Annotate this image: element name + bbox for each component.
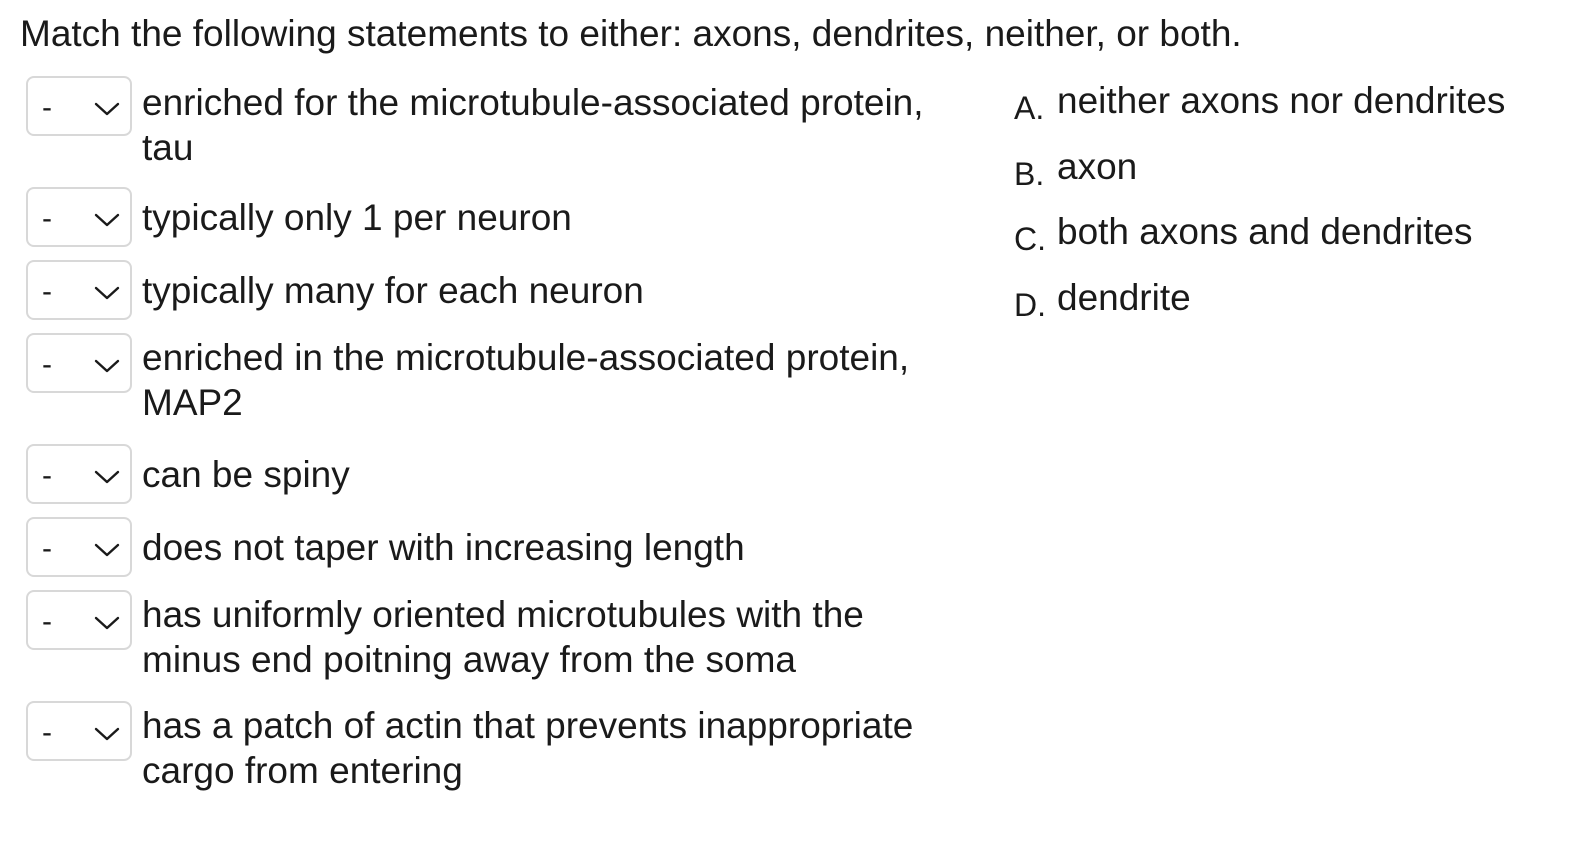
question-prompt: Match the following statements to either: axons, dendrites, neither, or both. [20,13,1242,54]
matching-list [26,0,1006,849]
answer-select[interactable] [26,590,132,650]
answer-letter: A. [1014,90,1045,126]
chevron-down-icon [94,358,120,374]
answer-option-c [1014,211,1473,257]
statement-text: can be spiny [142,454,350,495]
select-value: - [42,275,52,308]
chevron-down-icon [94,615,120,631]
answer-select[interactable] [26,701,132,761]
answer-letter: B. [1014,156,1045,192]
answer-text: dendrite [1057,277,1191,318]
statement-text: enriched in the microtubule-associated protein, MAP2 [142,337,910,423]
answer-letter: D. [1014,287,1046,323]
select-value: - [42,91,52,124]
statement-text: does not taper with increasing length [142,527,745,568]
chevron-down-icon [94,542,120,558]
chevron-down-icon [94,469,120,485]
answer-text: both axons and dendrites [1057,211,1473,252]
answer-option-a [1014,80,1506,126]
answer-option-d [1014,277,1191,323]
chevron-down-icon [94,726,120,742]
answer-text: axon [1057,146,1138,187]
answer-select[interactable] [26,187,132,247]
select-value: - [42,202,52,235]
answer-select[interactable] [26,333,132,393]
select-value: - [42,605,52,638]
statement-text: has uniformly oriented microtubules with the minus end poitning away from the soma [142,594,864,680]
answer-select[interactable] [26,76,132,136]
chevron-down-icon [94,285,120,301]
statement-text: typically only 1 per neuron [142,197,572,238]
statement-text: enriched for the microtubule-associated protein, tau [142,82,924,168]
answer-text: neither axons nor dendrites [1057,80,1506,121]
statement-text: has a patch of actin that prevents inappropriate cargo from entering [142,705,914,791]
answer-select[interactable] [26,517,132,577]
statement-text: typically many for each neuron [142,270,644,311]
answer-option-b [1014,146,1138,192]
select-value: - [42,459,52,492]
answer-select[interactable] [26,260,132,320]
chevron-down-icon [94,101,120,117]
select-value: - [42,716,52,749]
chevron-down-icon [94,212,120,228]
answer-options [1014,0,1564,849]
select-value: - [42,348,52,381]
answer-select[interactable] [26,444,132,504]
answer-letter: C. [1014,221,1046,257]
select-value: - [42,532,52,565]
